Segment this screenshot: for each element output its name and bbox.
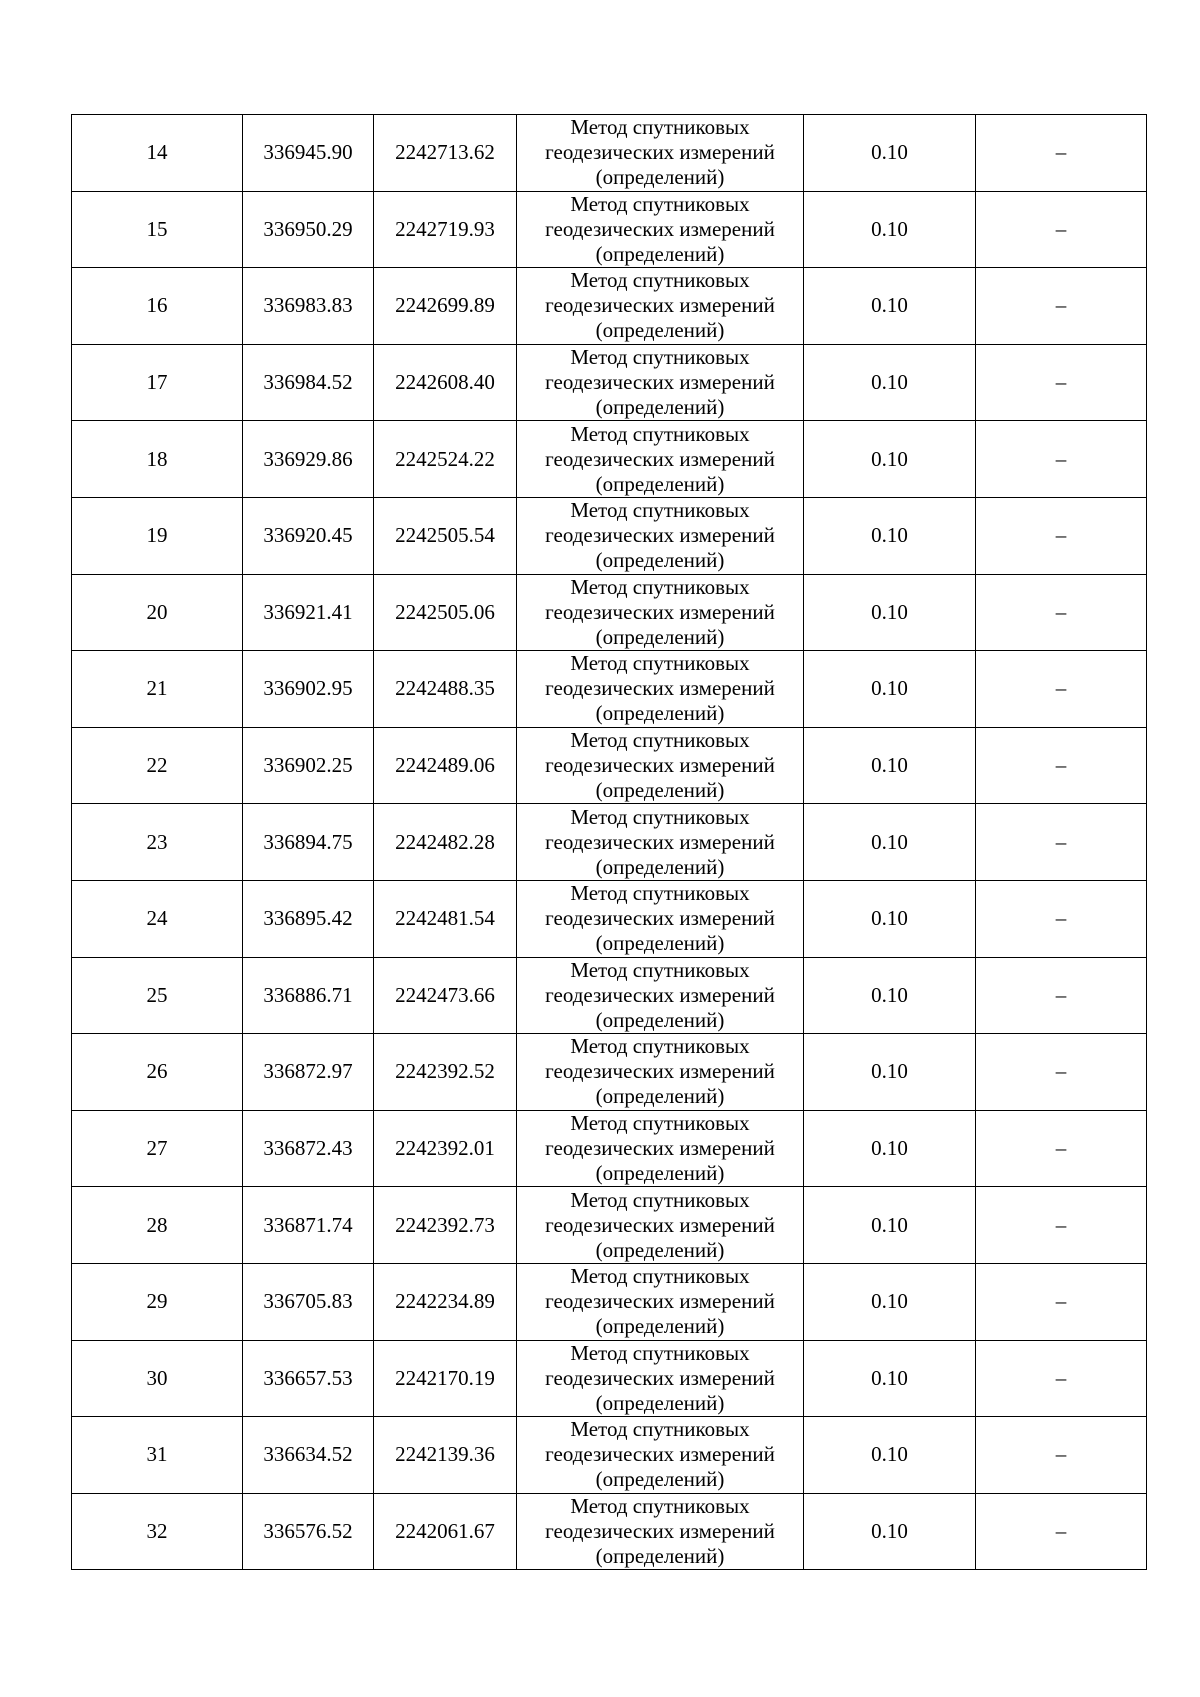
method-cell xyxy=(517,727,804,804)
method-line: Метод спутниковых xyxy=(570,1187,750,1212)
method-line: геодезических измерений xyxy=(545,446,775,471)
y-coordinate-cell: 2242524.22 xyxy=(374,421,517,498)
accuracy-cell: 0.10 xyxy=(804,1263,976,1340)
method-cell xyxy=(517,1417,804,1494)
method-cell xyxy=(517,957,804,1034)
method-line: Метод спутниковых xyxy=(570,268,750,293)
x-coordinate-cell: 336657.53 xyxy=(243,1340,374,1417)
method-line: Метод спутниковых xyxy=(570,345,750,370)
method-line: (определений) xyxy=(595,318,725,343)
y-coordinate-cell: 2242505.06 xyxy=(374,574,517,651)
method-line: Метод спутниковых xyxy=(570,1111,750,1136)
description-cell: – xyxy=(976,1493,1147,1570)
accuracy-cell: 0.10 xyxy=(804,651,976,728)
y-coordinate-cell: 2242392.52 xyxy=(374,1034,517,1111)
method-line: Метод спутниковых xyxy=(570,957,750,982)
x-coordinate-cell: 336895.42 xyxy=(243,880,374,957)
accuracy-cell: 0.10 xyxy=(804,880,976,957)
method-cell xyxy=(517,880,804,957)
point-number-cell: 32 xyxy=(72,1493,243,1570)
x-coordinate-cell: 336576.52 xyxy=(243,1493,374,1570)
x-coordinate-cell: 336983.83 xyxy=(243,268,374,345)
table-row xyxy=(72,880,1147,957)
x-coordinate-cell: 336945.90 xyxy=(243,115,374,192)
y-coordinate-cell: 2242699.89 xyxy=(374,268,517,345)
accuracy-cell: 0.10 xyxy=(804,115,976,192)
accuracy-cell: 0.10 xyxy=(804,344,976,421)
table-row xyxy=(72,1034,1147,1111)
accuracy-cell: 0.10 xyxy=(804,268,976,345)
table-row xyxy=(72,804,1147,881)
description-cell: – xyxy=(976,344,1147,421)
method-line: геодезических измерений xyxy=(545,982,775,1007)
method-line: геодезических измерений xyxy=(545,753,775,778)
method-line: геодезических измерений xyxy=(545,1442,775,1467)
method-line: Метод спутниковых xyxy=(570,191,750,216)
method-line: (определений) xyxy=(595,1390,725,1415)
method-line: Метод спутниковых xyxy=(570,498,750,523)
method-line: геодезических измерений xyxy=(545,1059,775,1084)
description-cell: – xyxy=(976,1187,1147,1264)
x-coordinate-cell: 336920.45 xyxy=(243,497,374,574)
point-number-cell: 16 xyxy=(72,268,243,345)
point-number-cell: 25 xyxy=(72,957,243,1034)
x-coordinate-cell: 336894.75 xyxy=(243,804,374,881)
description-cell: – xyxy=(976,1340,1147,1417)
point-number-cell: 20 xyxy=(72,574,243,651)
coordinates-table xyxy=(71,114,1147,1570)
method-line: (определений) xyxy=(595,778,725,803)
table-row xyxy=(72,1417,1147,1494)
method-line: геодезических измерений xyxy=(545,140,775,165)
description-cell: – xyxy=(976,727,1147,804)
method-line: (определений) xyxy=(595,548,725,573)
y-coordinate-cell: 2242392.01 xyxy=(374,1110,517,1187)
method-line: (определений) xyxy=(595,1543,725,1568)
accuracy-cell: 0.10 xyxy=(804,727,976,804)
method-line: (определений) xyxy=(595,1237,725,1262)
description-cell: – xyxy=(976,191,1147,268)
table-row xyxy=(72,1263,1147,1340)
method-line: (определений) xyxy=(595,854,725,879)
method-cell xyxy=(517,1110,804,1187)
x-coordinate-cell: 336872.97 xyxy=(243,1034,374,1111)
description-cell: – xyxy=(976,115,1147,192)
method-line: (определений) xyxy=(595,165,725,190)
table-row xyxy=(72,957,1147,1034)
method-line: геодезических измерений xyxy=(545,1289,775,1314)
method-line: Метод спутниковых xyxy=(570,1417,750,1442)
x-coordinate-cell: 336705.83 xyxy=(243,1263,374,1340)
y-coordinate-cell: 2242713.62 xyxy=(374,115,517,192)
method-line: геодезических измерений xyxy=(545,523,775,548)
point-number-cell: 29 xyxy=(72,1263,243,1340)
method-line: Метод спутниковых xyxy=(570,881,750,906)
table-row xyxy=(72,1340,1147,1417)
table-row xyxy=(72,574,1147,651)
method-line: геодезических измерений xyxy=(545,676,775,701)
method-line: (определений) xyxy=(595,241,725,266)
y-coordinate-cell: 2242482.28 xyxy=(374,804,517,881)
method-line: геодезических измерений xyxy=(545,216,775,241)
method-line: геодезических измерений xyxy=(545,1518,775,1543)
point-number-cell: 17 xyxy=(72,344,243,421)
y-coordinate-cell: 2242170.19 xyxy=(374,1340,517,1417)
method-line: Метод спутниковых xyxy=(570,728,750,753)
table-row xyxy=(72,651,1147,728)
accuracy-cell: 0.10 xyxy=(804,957,976,1034)
method-line: (определений) xyxy=(595,624,725,649)
method-cell xyxy=(517,115,804,192)
method-cell xyxy=(517,1493,804,1570)
table-row xyxy=(72,497,1147,574)
method-line: геодезических измерений xyxy=(545,829,775,854)
method-cell xyxy=(517,574,804,651)
table-row xyxy=(72,191,1147,268)
accuracy-cell: 0.10 xyxy=(804,1187,976,1264)
method-line: (определений) xyxy=(595,1007,725,1032)
method-cell xyxy=(517,1187,804,1264)
description-cell: – xyxy=(976,497,1147,574)
point-number-cell: 31 xyxy=(72,1417,243,1494)
point-number-cell: 24 xyxy=(72,880,243,957)
y-coordinate-cell: 2242489.06 xyxy=(374,727,517,804)
x-coordinate-cell: 336950.29 xyxy=(243,191,374,268)
method-line: геодезических измерений xyxy=(545,1212,775,1237)
point-number-cell: 15 xyxy=(72,191,243,268)
method-cell xyxy=(517,268,804,345)
accuracy-cell: 0.10 xyxy=(804,804,976,881)
coordinates-table-body xyxy=(72,115,1147,1570)
description-cell: – xyxy=(976,574,1147,651)
method-line: Метод спутниковых xyxy=(570,1493,750,1518)
method-cell xyxy=(517,804,804,881)
y-coordinate-cell: 2242473.66 xyxy=(374,957,517,1034)
table-row xyxy=(72,1187,1147,1264)
point-number-cell: 23 xyxy=(72,804,243,881)
method-line: (определений) xyxy=(595,471,725,496)
method-line: (определений) xyxy=(595,1161,725,1186)
method-line: Метод спутниковых xyxy=(570,1264,750,1289)
description-cell: – xyxy=(976,268,1147,345)
y-coordinate-cell: 2242061.67 xyxy=(374,1493,517,1570)
method-line: геодезических измерений xyxy=(545,599,775,624)
method-line: (определений) xyxy=(595,1467,725,1492)
description-cell: – xyxy=(976,1263,1147,1340)
point-number-cell: 22 xyxy=(72,727,243,804)
y-coordinate-cell: 2242139.36 xyxy=(374,1417,517,1494)
accuracy-cell: 0.10 xyxy=(804,574,976,651)
accuracy-cell: 0.10 xyxy=(804,421,976,498)
method-line: Метод спутниковых xyxy=(570,1340,750,1365)
table-row xyxy=(72,421,1147,498)
accuracy-cell: 0.10 xyxy=(804,1340,976,1417)
accuracy-cell: 0.10 xyxy=(804,191,976,268)
table-row xyxy=(72,1110,1147,1187)
method-line: геодезических измерений xyxy=(545,370,775,395)
point-number-cell: 19 xyxy=(72,497,243,574)
y-coordinate-cell: 2242719.93 xyxy=(374,191,517,268)
method-line: Метод спутниковых xyxy=(570,115,750,140)
method-line: (определений) xyxy=(595,701,725,726)
accuracy-cell: 0.10 xyxy=(804,1110,976,1187)
x-coordinate-cell: 336634.52 xyxy=(243,1417,374,1494)
y-coordinate-cell: 2242488.35 xyxy=(374,651,517,728)
description-cell: – xyxy=(976,1417,1147,1494)
description-cell: – xyxy=(976,1110,1147,1187)
x-coordinate-cell: 336886.71 xyxy=(243,957,374,1034)
method-line: Метод спутниковых xyxy=(570,804,750,829)
description-cell: – xyxy=(976,421,1147,498)
table-row xyxy=(72,727,1147,804)
method-cell xyxy=(517,1034,804,1111)
method-cell xyxy=(517,1340,804,1417)
x-coordinate-cell: 336984.52 xyxy=(243,344,374,421)
description-cell: – xyxy=(976,651,1147,728)
method-line: геодезических измерений xyxy=(545,293,775,318)
table-row xyxy=(72,1493,1147,1570)
method-line: (определений) xyxy=(595,931,725,956)
method-cell xyxy=(517,421,804,498)
accuracy-cell: 0.10 xyxy=(804,1034,976,1111)
method-line: Метод спутниковых xyxy=(570,574,750,599)
x-coordinate-cell: 336872.43 xyxy=(243,1110,374,1187)
table-row xyxy=(72,115,1147,192)
x-coordinate-cell: 336929.86 xyxy=(243,421,374,498)
x-coordinate-cell: 336902.95 xyxy=(243,651,374,728)
point-number-cell: 18 xyxy=(72,421,243,498)
method-line: (определений) xyxy=(595,1084,725,1109)
method-line: Метод спутниковых xyxy=(570,651,750,676)
description-cell: – xyxy=(976,1034,1147,1111)
point-number-cell: 30 xyxy=(72,1340,243,1417)
method-cell xyxy=(517,191,804,268)
method-line: (определений) xyxy=(595,395,725,420)
x-coordinate-cell: 336921.41 xyxy=(243,574,374,651)
point-number-cell: 27 xyxy=(72,1110,243,1187)
method-cell xyxy=(517,1263,804,1340)
y-coordinate-cell: 2242234.89 xyxy=(374,1263,517,1340)
x-coordinate-cell: 336871.74 xyxy=(243,1187,374,1264)
table-row xyxy=(72,344,1147,421)
description-cell: – xyxy=(976,804,1147,881)
method-line: (определений) xyxy=(595,1314,725,1339)
accuracy-cell: 0.10 xyxy=(804,1493,976,1570)
description-cell: – xyxy=(976,880,1147,957)
description-cell: – xyxy=(976,957,1147,1034)
y-coordinate-cell: 2242481.54 xyxy=(374,880,517,957)
method-cell xyxy=(517,497,804,574)
y-coordinate-cell: 2242505.54 xyxy=(374,497,517,574)
point-number-cell: 28 xyxy=(72,1187,243,1264)
table-row xyxy=(72,268,1147,345)
method-cell xyxy=(517,651,804,728)
point-number-cell: 14 xyxy=(72,115,243,192)
y-coordinate-cell: 2242608.40 xyxy=(374,344,517,421)
x-coordinate-cell: 336902.25 xyxy=(243,727,374,804)
accuracy-cell: 0.10 xyxy=(804,1417,976,1494)
point-number-cell: 26 xyxy=(72,1034,243,1111)
point-number-cell: 21 xyxy=(72,651,243,728)
method-line: Метод спутниковых xyxy=(570,1034,750,1059)
method-line: геодезических измерений xyxy=(545,1365,775,1390)
method-line: Метод спутниковых xyxy=(570,421,750,446)
accuracy-cell: 0.10 xyxy=(804,497,976,574)
y-coordinate-cell: 2242392.73 xyxy=(374,1187,517,1264)
method-line: геодезических измерений xyxy=(545,1136,775,1161)
method-cell xyxy=(517,344,804,421)
method-line: геодезических измерений xyxy=(545,906,775,931)
